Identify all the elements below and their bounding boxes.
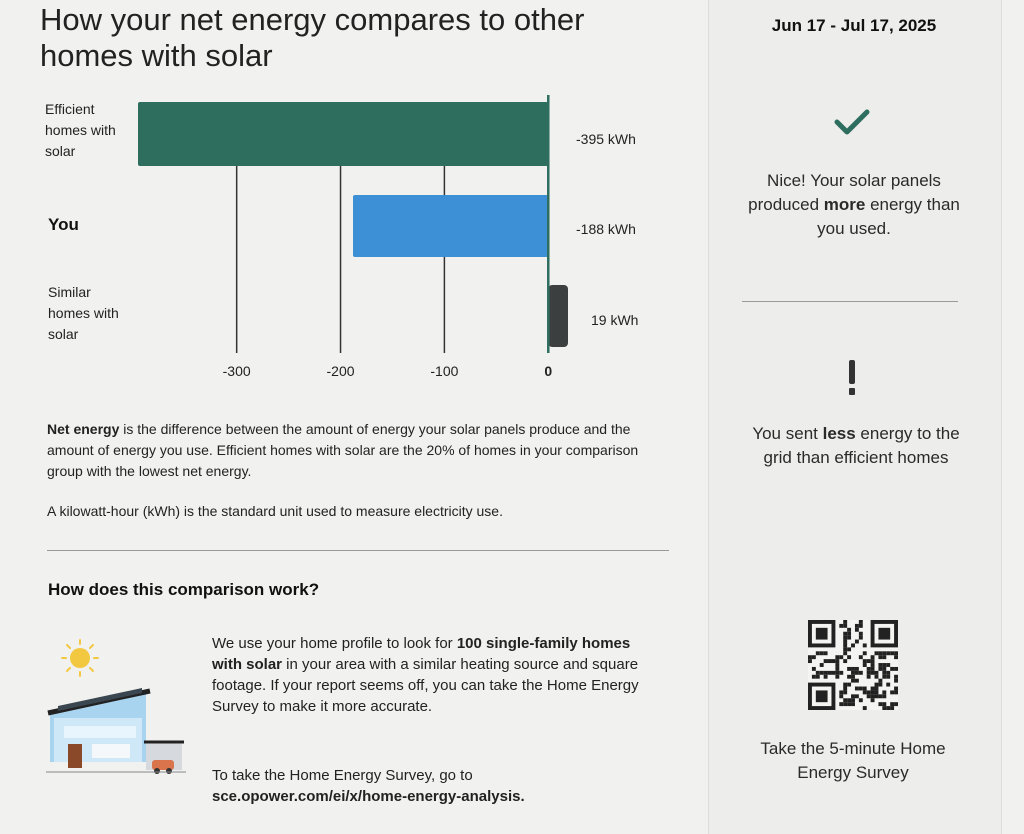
qr-code[interactable] [808,620,898,710]
solar-house-illustration [46,636,186,786]
how-text-2: in your area with a similar heating source and square footage. If your report seems off, you can take the Home Energy Survey to make it more accurate. [212,656,639,715]
sidebar-divider [742,301,958,302]
survey-cta: Take the 5-minute Home Energy Survey [760,739,946,782]
net-energy-bar-chart [130,95,570,360]
bar-value-label: -395 kWh [576,131,636,147]
msg2-bold: less [822,424,856,443]
msg1-b: energy than you used. [817,195,960,238]
chart-category-label: Similar homes with solar [48,284,119,342]
solar-result-message [738,169,970,241]
exclamation-icon [844,360,860,396]
kwh-explanation: A kilowatt-hour (kWh) is the standard unit used to measure electricity use. [47,503,503,519]
checkmark-icon [834,108,870,136]
chart-category-label: Efficient homes with solar [45,101,116,159]
how-text-bold: 100 single-family homes with solar [212,635,631,673]
survey-instructions [212,765,652,807]
sun-icon [62,640,98,676]
survey-link[interactable]: sce.opower.com/ei/x/home-energy-analysis. [212,788,525,805]
section-divider [47,550,669,551]
msg1-bold: more [823,195,866,214]
how-heading: How does this comparison work? [48,580,320,599]
page-title: How your net energy compares to other homes with solar [40,2,585,73]
grid-comparison-message [746,422,966,470]
bar-value-label: -188 kWh [576,221,636,237]
how-description [212,633,652,717]
survey-text: To take the Home Energy Survey, go to [212,767,473,784]
x-tick-label: 0 [544,363,553,379]
date-range: Jun 17 - Jul 17, 2025 [771,16,937,35]
net-energy-term: Net energy [47,421,120,437]
msg2-a: You sent [752,424,823,443]
msg2-b: energy to the grid than efficient homes [763,424,960,467]
msg1-a: Nice! Your solar panels produced [748,171,941,214]
bar-efficient-homes [138,102,548,166]
chart-category-label: You [48,215,79,234]
x-tick-label: -200 [326,363,355,379]
bar-similar-homes [548,285,568,347]
how-text-1: We use your home profile to look for [212,635,457,652]
bar-value-label: 19 kWh [591,312,639,328]
net-energy-definition: is the difference between the amount of energy your solar panels produce and the amount of energy you use. Efficient homes with solar are the 20% of homes in your comparison group with the lowest net energy. [47,421,639,479]
x-tick-label: -300 [222,363,251,379]
x-tick-label: -100 [430,363,459,379]
bar-you [353,195,548,257]
net-energy-explanation [47,419,657,482]
